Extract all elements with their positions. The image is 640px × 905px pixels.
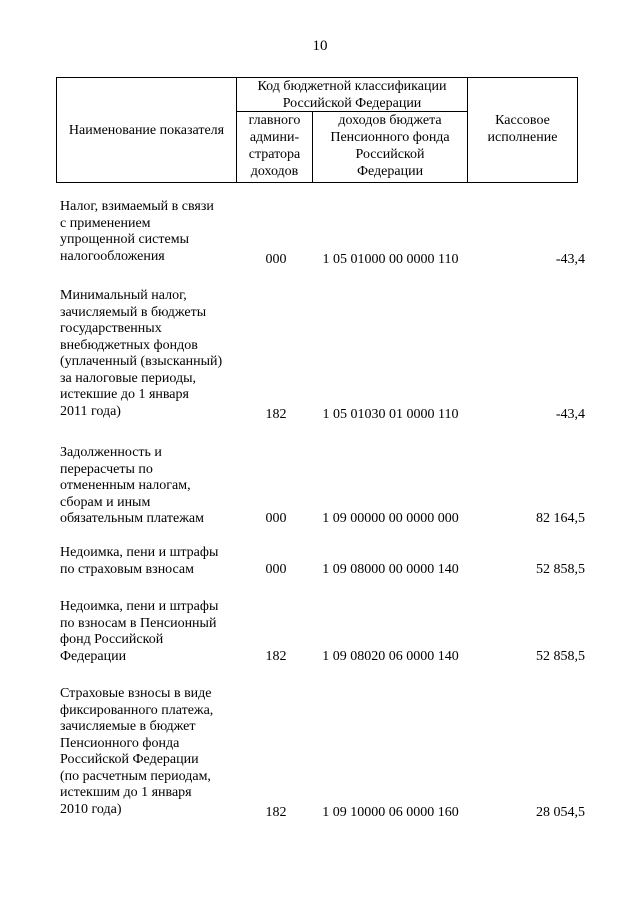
- row-name: Страховые взносы в виде фиксированного платежа, зачисляемые в бюджет Пенсионного фонда Российской Федерации (по расчетным периодам, истекшим до 1 января 2010 года): [60, 686, 214, 817]
- row-admin-code: 000: [265, 511, 287, 526]
- row-admin-code: 182: [265, 407, 287, 422]
- row-name: Налог, взимаемый в связи с применением упрощенной системы налогообложения: [60, 199, 214, 264]
- row-admin-code: 182: [265, 649, 287, 664]
- row-amount: 52 858,5: [536, 649, 585, 664]
- row-budget-code: 1 09 10000 06 0000 160: [322, 805, 459, 820]
- row-name: Задолженность и перерасчеты по отмененным налогам, сборам и иным обязательным платежам: [60, 445, 204, 526]
- row-budget-code: 1 05 01030 01 0000 110: [322, 407, 459, 422]
- row-amount: -43,4: [555, 407, 585, 422]
- row-name: Недоимка, пени и штрафы по взносам в Пенсионный фонд Российской Федерации: [60, 599, 219, 664]
- page-number: 10: [312, 38, 328, 54]
- row-amount: 52 858,5: [536, 562, 585, 577]
- row-name: Недоимка, пени и штрафы по страховым взносам: [60, 545, 219, 577]
- row-budget-code: 1 09 08020 06 0000 140: [322, 649, 459, 664]
- header-admin-column: главного админи- стратора доходов: [248, 113, 301, 179]
- row-budget-code: 1 09 08000 00 0000 140: [322, 562, 459, 577]
- row-budget-code: 1 09 00000 00 0000 000: [322, 511, 459, 526]
- header-budget-code-group: Код бюджетной классификации Российской Федерации: [257, 79, 447, 111]
- row-admin-code: 000: [265, 252, 287, 267]
- row-amount: 28 054,5: [536, 805, 585, 820]
- row-amount: 82 164,5: [536, 511, 585, 526]
- row-amount: -43,4: [555, 252, 585, 267]
- header-border-bottom: [56, 182, 578, 183]
- header-execution-column: Кассовое исполнение: [487, 113, 558, 145]
- row-name: Минимальный налог, зачисляемый в бюджеты государственных внебюджетных фондов (уплаченный (взысканный) за налоговые периоды, истекшие до 1 января 2011 года): [60, 288, 223, 419]
- header-name-column: Наименование показателя: [68, 123, 225, 138]
- row-admin-code: 182: [265, 805, 287, 820]
- row-budget-code: 1 05 01000 00 0000 110: [322, 252, 459, 267]
- row-admin-code: 000: [265, 562, 287, 577]
- header-border-right: [577, 77, 578, 183]
- header-revenue-column: доходов бюджета Пенсионного фонда Российской Федерации: [330, 113, 450, 179]
